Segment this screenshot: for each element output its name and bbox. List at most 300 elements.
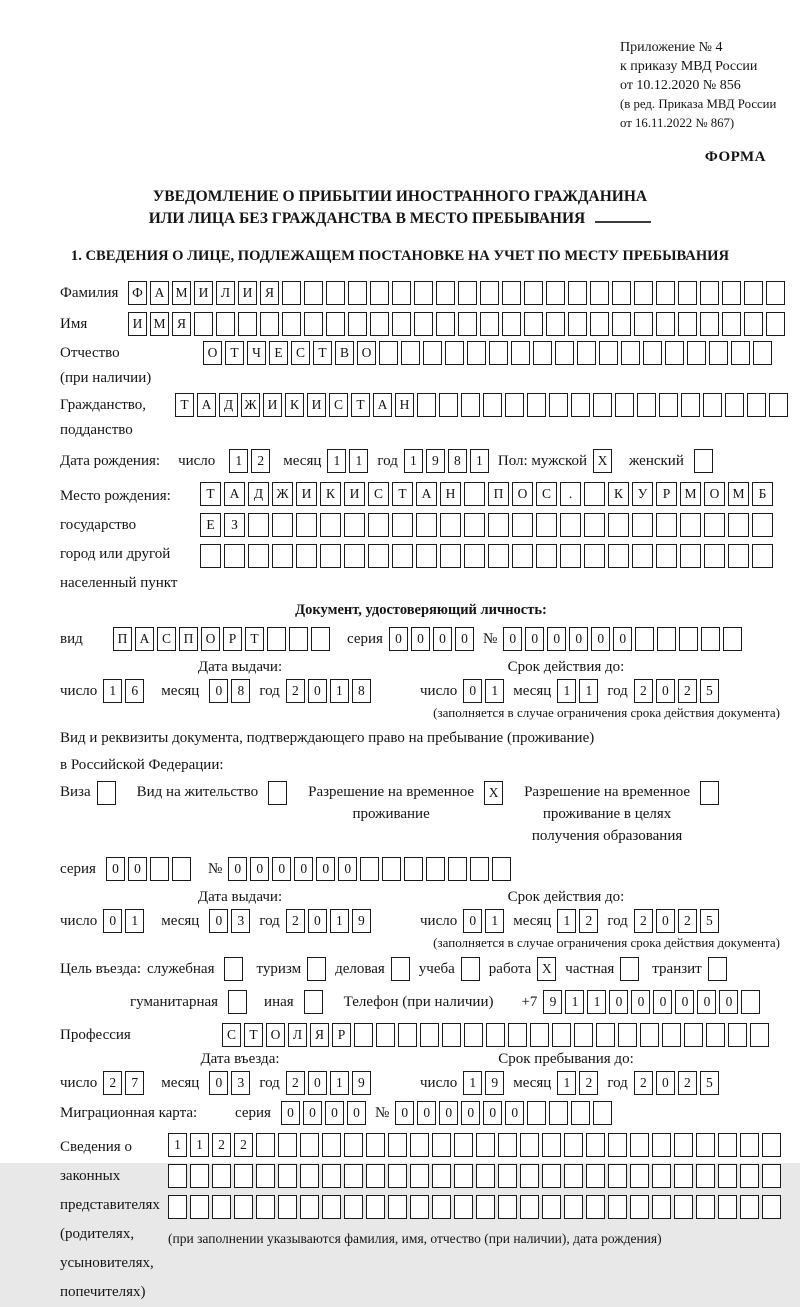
char-box[interactable] — [584, 482, 605, 506]
char-box[interactable] — [568, 281, 587, 305]
char-box[interactable] — [502, 281, 521, 305]
char-box[interactable] — [300, 1133, 319, 1157]
char-box[interactable] — [326, 281, 345, 305]
char-box[interactable] — [586, 1164, 605, 1188]
char-box[interactable] — [527, 1101, 546, 1125]
char-box[interactable] — [612, 281, 631, 305]
char-box[interactable] — [656, 544, 677, 568]
char-box[interactable]: 2 — [678, 909, 697, 933]
char-box[interactable] — [674, 1133, 693, 1157]
char-box[interactable]: Т — [175, 393, 194, 417]
char-box[interactable] — [769, 393, 788, 417]
char-box[interactable] — [612, 312, 631, 336]
char-box[interactable] — [741, 990, 760, 1014]
char-box[interactable]: X — [593, 449, 612, 473]
char-box[interactable]: 5 — [700, 679, 719, 703]
char-box[interactable] — [704, 513, 725, 537]
char-box[interactable] — [300, 1195, 319, 1219]
char-box[interactable]: И — [194, 281, 213, 305]
char-box[interactable]: 1 — [330, 679, 349, 703]
char-box[interactable] — [584, 513, 605, 537]
char-box[interactable] — [656, 513, 677, 537]
char-box[interactable]: А — [373, 393, 392, 417]
char-box[interactable] — [272, 513, 293, 537]
char-box[interactable] — [533, 341, 552, 365]
char-box[interactable] — [694, 449, 713, 473]
char-box[interactable]: У — [632, 482, 653, 506]
char-box[interactable]: 3 — [231, 1071, 250, 1095]
char-box[interactable]: 0 — [347, 1101, 366, 1125]
char-box[interactable] — [718, 1164, 737, 1188]
char-box[interactable]: С — [536, 482, 557, 506]
char-box[interactable] — [656, 312, 675, 336]
char-box[interactable]: 9 — [426, 449, 445, 473]
char-box[interactable] — [652, 1133, 671, 1157]
char-box[interactable] — [440, 544, 461, 568]
char-box[interactable]: 1 — [168, 1133, 187, 1157]
char-box[interactable] — [382, 857, 401, 881]
char-box[interactable] — [366, 1133, 385, 1157]
char-box[interactable] — [744, 281, 763, 305]
char-box[interactable]: 0 — [433, 627, 452, 651]
char-box[interactable] — [392, 513, 413, 537]
char-box[interactable] — [709, 341, 728, 365]
char-box[interactable] — [401, 341, 420, 365]
char-box[interactable] — [674, 1164, 693, 1188]
char-box[interactable] — [744, 312, 763, 336]
char-box[interactable] — [571, 1101, 590, 1125]
char-box[interactable] — [304, 990, 323, 1014]
char-box[interactable] — [740, 1195, 759, 1219]
char-box[interactable]: Т — [225, 341, 244, 365]
char-box[interactable] — [706, 1023, 725, 1047]
char-box[interactable] — [440, 513, 461, 537]
char-box[interactable]: 0 — [395, 1101, 414, 1125]
char-box[interactable] — [498, 1164, 517, 1188]
char-box[interactable] — [168, 1164, 187, 1188]
char-box[interactable] — [376, 1023, 395, 1047]
char-box[interactable] — [560, 544, 581, 568]
char-box[interactable] — [311, 627, 330, 651]
char-box[interactable] — [586, 1133, 605, 1157]
char-box[interactable]: Н — [395, 393, 414, 417]
char-box[interactable] — [542, 1164, 561, 1188]
char-box[interactable] — [508, 1023, 527, 1047]
char-box[interactable] — [766, 312, 785, 336]
char-box[interactable] — [498, 1195, 517, 1219]
char-box[interactable]: П — [488, 482, 509, 506]
char-box[interactable] — [643, 341, 662, 365]
char-box[interactable] — [256, 1133, 275, 1157]
char-box[interactable] — [662, 1023, 681, 1047]
char-box[interactable]: 0 — [209, 679, 228, 703]
char-box[interactable] — [248, 544, 269, 568]
char-box[interactable]: 9 — [352, 909, 371, 933]
char-box[interactable]: Б — [752, 482, 773, 506]
char-box[interactable]: 0 — [106, 857, 125, 881]
char-box[interactable] — [640, 1023, 659, 1047]
char-box[interactable] — [520, 1164, 539, 1188]
char-box[interactable]: 2 — [286, 679, 305, 703]
char-box[interactable] — [701, 627, 720, 651]
char-box[interactable] — [410, 1195, 429, 1219]
char-box[interactable] — [391, 957, 410, 981]
char-box[interactable]: 0 — [272, 857, 291, 881]
char-box[interactable] — [461, 393, 480, 417]
char-box[interactable]: 0 — [209, 909, 228, 933]
char-box[interactable]: 2 — [212, 1133, 231, 1157]
char-box[interactable]: 0 — [439, 1101, 458, 1125]
char-box[interactable] — [416, 513, 437, 537]
char-box[interactable] — [505, 393, 524, 417]
char-box[interactable]: 0 — [209, 1071, 228, 1095]
char-box[interactable]: 2 — [634, 909, 653, 933]
char-box[interactable] — [464, 1023, 483, 1047]
char-box[interactable]: 1 — [587, 990, 606, 1014]
char-box[interactable] — [700, 312, 719, 336]
char-box[interactable] — [564, 1164, 583, 1188]
char-box[interactable] — [190, 1195, 209, 1219]
char-box[interactable]: 1 — [103, 679, 122, 703]
char-box[interactable] — [256, 1164, 275, 1188]
char-box[interactable] — [520, 1195, 539, 1219]
char-box[interactable] — [530, 1023, 549, 1047]
char-box[interactable] — [414, 312, 433, 336]
char-box[interactable] — [470, 857, 489, 881]
char-box[interactable] — [696, 1133, 715, 1157]
char-box[interactable]: Н — [440, 482, 461, 506]
char-box[interactable] — [549, 1101, 568, 1125]
char-box[interactable]: 0 — [389, 627, 408, 651]
char-box[interactable]: 0 — [103, 909, 122, 933]
char-box[interactable]: М — [150, 312, 169, 336]
char-box[interactable] — [398, 1023, 417, 1047]
char-box[interactable] — [464, 513, 485, 537]
char-box[interactable]: 1 — [470, 449, 489, 473]
char-box[interactable] — [762, 1195, 781, 1219]
char-box[interactable]: 0 — [308, 909, 327, 933]
char-box[interactable]: 0 — [653, 990, 672, 1014]
char-box[interactable] — [296, 544, 317, 568]
char-box[interactable] — [212, 1195, 231, 1219]
char-box[interactable] — [536, 544, 557, 568]
char-box[interactable]: 0 — [675, 990, 694, 1014]
char-box[interactable] — [366, 1164, 385, 1188]
char-box[interactable] — [442, 1023, 461, 1047]
char-box[interactable] — [564, 1195, 583, 1219]
char-box[interactable] — [722, 312, 741, 336]
char-box[interactable] — [379, 341, 398, 365]
char-box[interactable] — [665, 341, 684, 365]
char-box[interactable] — [296, 513, 317, 537]
char-box[interactable] — [368, 513, 389, 537]
char-box[interactable]: 0 — [308, 1071, 327, 1095]
char-box[interactable]: А — [197, 393, 216, 417]
char-box[interactable]: 0 — [719, 990, 738, 1014]
char-box[interactable]: И — [238, 281, 257, 305]
char-box[interactable] — [634, 281, 653, 305]
char-box[interactable]: М — [680, 482, 701, 506]
char-box[interactable]: О — [704, 482, 725, 506]
char-box[interactable] — [680, 513, 701, 537]
char-box[interactable]: О — [201, 627, 220, 651]
char-box[interactable] — [752, 544, 773, 568]
char-box[interactable] — [212, 1164, 231, 1188]
char-box[interactable] — [696, 1164, 715, 1188]
char-box[interactable]: 1 — [349, 449, 368, 473]
char-box[interactable] — [282, 312, 301, 336]
char-box[interactable]: С — [291, 341, 310, 365]
char-box[interactable]: 8 — [352, 679, 371, 703]
char-box[interactable] — [620, 957, 639, 981]
char-box[interactable] — [256, 1195, 275, 1219]
char-box[interactable] — [234, 1195, 253, 1219]
char-box[interactable] — [723, 627, 742, 651]
char-box[interactable]: Ж — [272, 482, 293, 506]
char-box[interactable]: 0 — [325, 1101, 344, 1125]
char-box[interactable] — [436, 312, 455, 336]
char-box[interactable]: И — [344, 482, 365, 506]
char-box[interactable]: 0 — [308, 679, 327, 703]
char-box[interactable]: 5 — [700, 909, 719, 933]
char-box[interactable]: С — [329, 393, 348, 417]
char-box[interactable] — [608, 1195, 627, 1219]
char-box[interactable] — [524, 281, 543, 305]
char-box[interactable]: 1 — [557, 909, 576, 933]
char-box[interactable] — [454, 1164, 473, 1188]
char-box[interactable] — [552, 1023, 571, 1047]
char-box[interactable] — [652, 1164, 671, 1188]
char-box[interactable] — [200, 544, 221, 568]
char-box[interactable]: П — [113, 627, 132, 651]
char-box[interactable] — [593, 393, 612, 417]
char-box[interactable] — [762, 1133, 781, 1157]
char-box[interactable] — [630, 1133, 649, 1157]
char-box[interactable] — [678, 312, 697, 336]
char-box[interactable]: Ж — [241, 393, 260, 417]
char-box[interactable] — [502, 312, 521, 336]
char-box[interactable]: Я — [260, 281, 279, 305]
char-box[interactable] — [593, 1101, 612, 1125]
char-box[interactable]: 1 — [579, 679, 598, 703]
char-box[interactable]: О — [203, 341, 222, 365]
char-box[interactable]: Т — [351, 393, 370, 417]
char-box[interactable] — [511, 341, 530, 365]
char-box[interactable]: Я — [310, 1023, 329, 1047]
char-box[interactable]: К — [608, 482, 629, 506]
char-box[interactable]: 0 — [569, 627, 588, 651]
char-box[interactable] — [486, 1023, 505, 1047]
char-box[interactable] — [432, 1164, 451, 1188]
char-box[interactable] — [410, 1133, 429, 1157]
char-box[interactable] — [228, 990, 247, 1014]
char-box[interactable]: Л — [288, 1023, 307, 1047]
char-box[interactable] — [392, 544, 413, 568]
char-box[interactable]: 2 — [286, 1071, 305, 1095]
char-box[interactable]: Я — [172, 312, 191, 336]
char-box[interactable] — [278, 1195, 297, 1219]
char-box[interactable] — [766, 281, 785, 305]
char-box[interactable]: К — [320, 482, 341, 506]
char-box[interactable] — [454, 1133, 473, 1157]
char-box[interactable]: А — [150, 281, 169, 305]
char-box[interactable] — [596, 1023, 615, 1047]
char-box[interactable]: С — [157, 627, 176, 651]
char-box[interactable]: И — [296, 482, 317, 506]
char-box[interactable] — [520, 1133, 539, 1157]
char-box[interactable] — [700, 281, 719, 305]
char-box[interactable] — [439, 393, 458, 417]
char-box[interactable]: 8 — [231, 679, 250, 703]
char-box[interactable] — [488, 544, 509, 568]
char-box[interactable]: 0 — [250, 857, 269, 881]
char-box[interactable]: Р — [656, 482, 677, 506]
char-box[interactable] — [150, 857, 169, 881]
char-box[interactable] — [268, 781, 287, 805]
char-box[interactable] — [417, 393, 436, 417]
char-box[interactable]: 0 — [463, 909, 482, 933]
char-box[interactable] — [634, 312, 653, 336]
char-box[interactable] — [752, 513, 773, 537]
char-box[interactable]: 0 — [503, 627, 522, 651]
char-box[interactable] — [168, 1195, 187, 1219]
char-box[interactable] — [322, 1133, 341, 1157]
char-box[interactable]: 1 — [557, 1071, 576, 1095]
char-box[interactable] — [590, 281, 609, 305]
char-box[interactable] — [278, 1164, 297, 1188]
char-box[interactable]: Д — [219, 393, 238, 417]
char-box[interactable] — [618, 1023, 637, 1047]
char-box[interactable]: 0 — [547, 627, 566, 651]
char-box[interactable] — [731, 341, 750, 365]
char-box[interactable] — [740, 1133, 759, 1157]
char-box[interactable]: М — [728, 482, 749, 506]
char-box[interactable]: Р — [223, 627, 242, 651]
char-box[interactable]: 7 — [125, 1071, 144, 1095]
char-box[interactable] — [370, 281, 389, 305]
char-box[interactable]: И — [128, 312, 147, 336]
char-box[interactable]: Т — [392, 482, 413, 506]
char-box[interactable] — [458, 312, 477, 336]
char-box[interactable] — [564, 1133, 583, 1157]
char-box[interactable]: 1 — [327, 449, 346, 473]
char-box[interactable] — [630, 1164, 649, 1188]
char-box[interactable] — [272, 544, 293, 568]
char-box[interactable] — [366, 1195, 385, 1219]
char-box[interactable]: 0 — [303, 1101, 322, 1125]
char-box[interactable] — [420, 1023, 439, 1047]
char-box[interactable]: К — [285, 393, 304, 417]
char-box[interactable] — [546, 281, 565, 305]
char-box[interactable] — [388, 1133, 407, 1157]
char-box[interactable] — [492, 857, 511, 881]
char-box[interactable] — [568, 312, 587, 336]
char-box[interactable] — [584, 544, 605, 568]
char-box[interactable]: З — [224, 513, 245, 537]
char-box[interactable] — [635, 627, 654, 651]
char-box[interactable] — [436, 281, 455, 305]
char-box[interactable] — [344, 1133, 363, 1157]
char-box[interactable] — [621, 341, 640, 365]
char-box[interactable] — [728, 513, 749, 537]
char-box[interactable] — [586, 1195, 605, 1219]
char-box[interactable] — [238, 312, 257, 336]
char-box[interactable]: 0 — [609, 990, 628, 1014]
char-box[interactable] — [445, 341, 464, 365]
char-box[interactable]: Т — [245, 627, 264, 651]
char-box[interactable] — [248, 513, 269, 537]
char-box[interactable] — [282, 281, 301, 305]
char-box[interactable] — [542, 1133, 561, 1157]
char-box[interactable] — [320, 544, 341, 568]
char-box[interactable]: 0 — [613, 627, 632, 651]
char-box[interactable] — [172, 857, 191, 881]
char-box[interactable] — [190, 1164, 209, 1188]
char-box[interactable] — [725, 393, 744, 417]
char-box[interactable] — [458, 281, 477, 305]
char-box[interactable] — [464, 482, 485, 506]
char-box[interactable]: 0 — [591, 627, 610, 651]
char-box[interactable] — [370, 312, 389, 336]
char-box[interactable] — [577, 341, 596, 365]
char-box[interactable]: О — [512, 482, 533, 506]
char-box[interactable]: 0 — [697, 990, 716, 1014]
char-box[interactable] — [560, 513, 581, 537]
char-box[interactable]: 1 — [404, 449, 423, 473]
char-box[interactable]: Т — [313, 341, 332, 365]
char-box[interactable] — [414, 281, 433, 305]
char-box[interactable] — [728, 544, 749, 568]
char-box[interactable]: . — [560, 482, 581, 506]
char-box[interactable]: Л — [216, 281, 235, 305]
char-box[interactable]: 0 — [656, 1071, 675, 1095]
char-box[interactable] — [326, 312, 345, 336]
char-box[interactable] — [344, 1195, 363, 1219]
char-box[interactable]: 2 — [678, 1071, 697, 1095]
char-box[interactable] — [680, 544, 701, 568]
char-box[interactable] — [549, 393, 568, 417]
char-box[interactable] — [608, 513, 629, 537]
char-box[interactable]: П — [179, 627, 198, 651]
char-box[interactable] — [423, 341, 442, 365]
char-box[interactable]: Е — [200, 513, 221, 537]
char-box[interactable]: Т — [244, 1023, 263, 1047]
char-box[interactable] — [740, 1164, 759, 1188]
char-box[interactable] — [344, 513, 365, 537]
char-box[interactable] — [608, 1133, 627, 1157]
char-box[interactable]: 0 — [338, 857, 357, 881]
char-box[interactable] — [599, 341, 618, 365]
char-box[interactable]: 1 — [190, 1133, 209, 1157]
char-box[interactable]: 1 — [485, 679, 504, 703]
char-box[interactable] — [392, 281, 411, 305]
char-box[interactable] — [392, 312, 411, 336]
char-box[interactable]: Р — [332, 1023, 351, 1047]
char-box[interactable] — [488, 513, 509, 537]
char-box[interactable]: Ф — [128, 281, 147, 305]
char-box[interactable] — [608, 544, 629, 568]
char-box[interactable]: Д — [248, 482, 269, 506]
char-box[interactable]: 9 — [485, 1071, 504, 1095]
char-box[interactable] — [307, 957, 326, 981]
char-box[interactable]: О — [266, 1023, 285, 1047]
char-box[interactable] — [615, 393, 634, 417]
char-box[interactable]: X — [484, 781, 503, 805]
char-box[interactable]: 0 — [461, 1101, 480, 1125]
char-box[interactable] — [480, 312, 499, 336]
char-box[interactable] — [608, 1164, 627, 1188]
char-box[interactable] — [512, 513, 533, 537]
